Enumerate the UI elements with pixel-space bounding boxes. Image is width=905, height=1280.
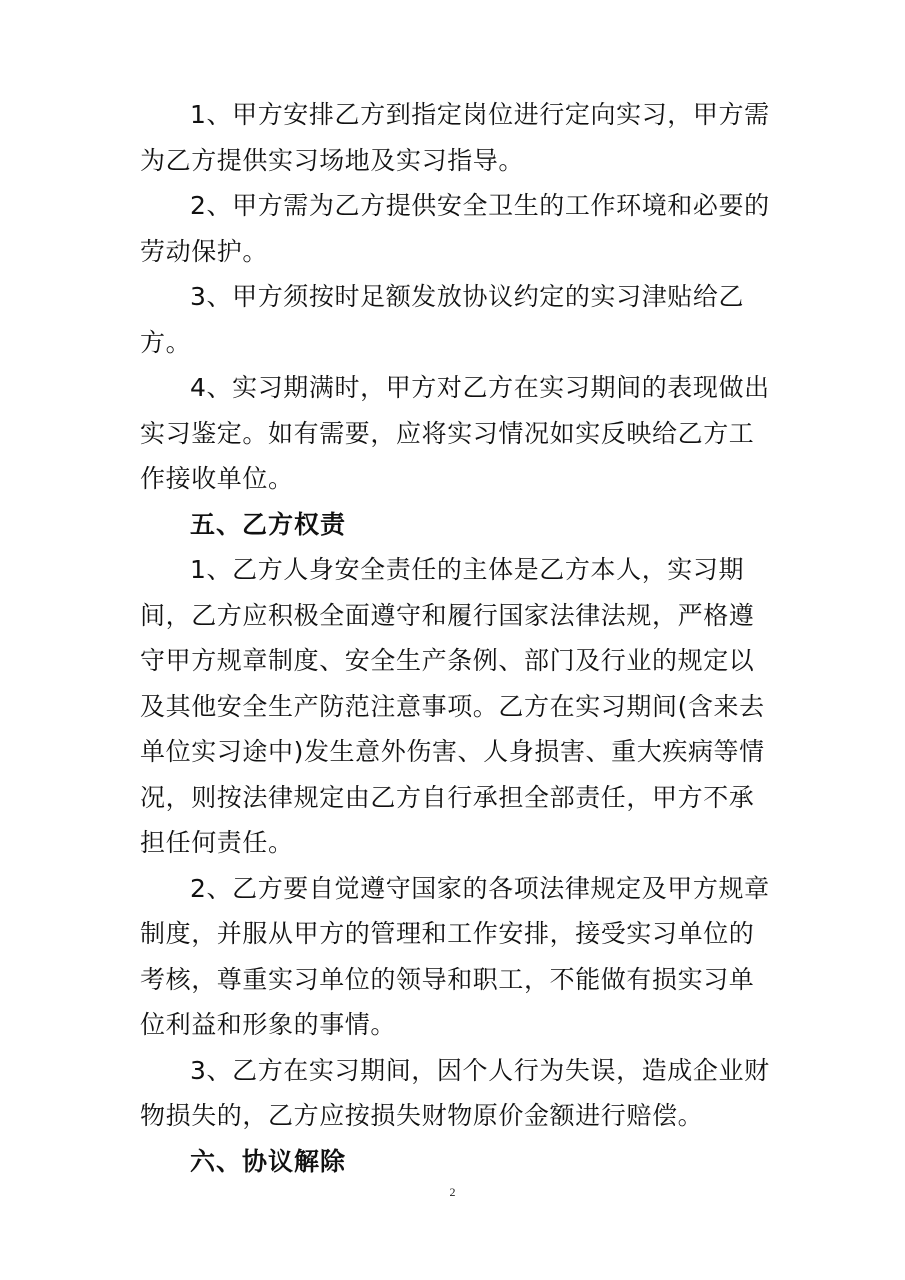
paragraph-party-b-duty-2: 2、乙方要自觉遵守国家的各项法律规定及甲方规章制度，并服从甲方的管理和工作安排，接受实习单位的考核，尊重实习单位的领导和职工，不能做有损实习单位利益和形象的事情。 [140, 873, 770, 1039]
paragraph-party-b-duty-1: 1、乙方人身安全责任的主体是乙方本人，实习期间，乙方应积极全面遵守和履行国家法律法规，严格遵守甲方规章制度、安全生产条例、部门及行业的规定以及其他安全生产防范注意事项。乙方在实习期间(含来去单位实习途中)发生意外伤害、人身损害、重大疾病等情况，则按法律规定由乙方自行承担全部责任，甲方不承担任何责任。 [140, 555, 765, 857]
section-heading-party-b-duties: 五、乙方权责 [190, 509, 347, 539]
page-number: 2 [449, 1185, 456, 1199]
paragraph-party-b-duty-3: 3、乙方在实习期间，因个人行为失误，造成企业财物损失的，乙方应按损失财物原价金额进行赔偿。 [140, 1055, 770, 1130]
paragraph-party-a-duty-4: 4、实习期满时，甲方对乙方在实习期间的表现做出实习鉴定。如有需要，应将实习情况如实反映给乙方工作接收单位。 [140, 373, 770, 493]
paragraph-party-a-duty-2: 2、甲方需为乙方提供安全卫生的工作环境和必要的劳动保护。 [140, 191, 770, 266]
document-body [140, 92, 770, 1184]
section-heading-termination: 六、协议解除 [190, 1146, 347, 1176]
paragraph-party-a-duty-3: 3、甲方须按时足额发放协议约定的实习津贴给乙方。 [140, 282, 745, 357]
paragraph-party-a-duty-1: 1、甲方安排乙方到指定岗位进行定向实习，甲方需为乙方提供实习场地及实习指导。 [140, 100, 770, 175]
